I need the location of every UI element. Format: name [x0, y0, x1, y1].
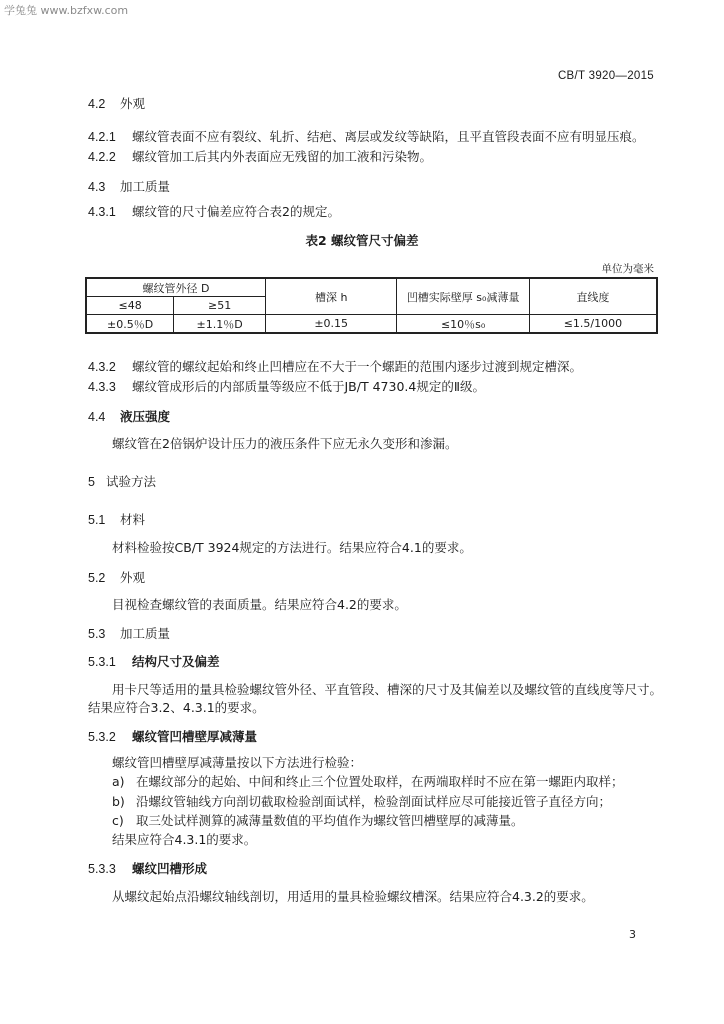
- paragraph-5-2: 目视检查螺纹管的表面质量。结果应符合4.2的要求。: [112, 597, 407, 612]
- section-title: 加工质量: [120, 626, 171, 641]
- section-title: 螺纹凹槽形成: [132, 861, 208, 876]
- section-number: 4.4: [88, 410, 106, 424]
- cell-straightness: ≤1.5/1000: [529, 315, 657, 334]
- clause-text: 螺纹管加工后其内外表面应无残留的加工液和污染物。: [132, 149, 433, 164]
- clause-text: 螺纹管表面不应有裂纹、轧折、结疤、离层或发纹等缺陷，且平直管段表面不应有明显压痕。: [132, 129, 645, 144]
- section-5-3-2-heading: [88, 729, 257, 745]
- paragraph-5-3-2-intro: 螺纹管凹槽壁厚减薄量按以下方法进行检验：: [112, 755, 363, 770]
- table-row: [86, 315, 657, 334]
- list-marker: c): [112, 813, 124, 828]
- section-title: 加工质量: [120, 179, 171, 194]
- section-number: 5.2: [88, 571, 106, 585]
- section-5-1-heading: [88, 512, 145, 528]
- section-4-3-heading: [88, 179, 170, 195]
- clause-number: 4.3.3: [88, 380, 116, 394]
- list-marker: b): [112, 794, 125, 809]
- section-title: 外观: [120, 570, 146, 585]
- list-text: 在螺纹部分的起始、中间和终止三个位置处取样，在两端取样时不应在第一螺距内取样；: [136, 774, 624, 789]
- table-caption: 表2 螺纹管尺寸偏差: [305, 233, 419, 248]
- clause-text: 螺纹管成形后的内部质量等级应不低于JB/T 4730.4规定的Ⅱ级。: [132, 379, 485, 394]
- paragraph-5-3-1-line1: 用卡尺等适用的量具检验螺纹管外径、平直管段、槽深的尺寸及其偏差以及螺纹管的直线度等尺寸。: [112, 682, 663, 697]
- section-5-3-3-heading: [88, 861, 207, 877]
- section-4-2-heading: [88, 96, 145, 112]
- clause-4-2-2: [88, 149, 432, 165]
- section-5-3-1-heading: [88, 654, 220, 670]
- section-title: 材料: [120, 512, 146, 527]
- section-number: 5.3: [88, 627, 106, 641]
- list-marker: a): [112, 774, 125, 789]
- clause-number: 4.2.2: [88, 150, 116, 164]
- chapter-title: 试验方法: [106, 474, 157, 489]
- section-number: 4.3: [88, 180, 106, 194]
- list-item: [112, 794, 611, 810]
- cell-groove-depth: ±0.15: [265, 315, 396, 334]
- section-title: 液压强度: [120, 409, 171, 424]
- watermark: 学兔兔 www.bzfxw.com: [4, 4, 129, 17]
- clause-number: 4.3.2: [88, 360, 116, 374]
- section-number: 5.3.1: [88, 655, 116, 669]
- dimension-deviation-table: [85, 277, 658, 334]
- paragraph-4-4: 螺纹管在2倍锅炉设计压力的液压条件下应无永久变形和渗漏。: [112, 436, 458, 451]
- header-straightness: 直线度: [529, 278, 657, 315]
- chapter-5-heading: [88, 474, 156, 490]
- clause-number: 4.2.1: [88, 130, 116, 144]
- document-code: CB/T 3920—2015: [557, 70, 654, 82]
- cell-ge51: ±1.1％D: [174, 315, 266, 334]
- cell-le48: ±0.5％D: [86, 315, 174, 334]
- section-number: 5.1: [88, 513, 106, 527]
- chapter-number: 5: [88, 475, 95, 489]
- section-5-3-heading: [88, 626, 170, 642]
- list-text: 取三处试样测算的减薄量数值的平均值作为螺纹管凹槽壁厚的减薄量。: [136, 813, 524, 828]
- clause-number: 4.3.1: [88, 205, 116, 219]
- cell-wall-thinning: ≤10％s₀: [397, 315, 529, 334]
- paragraph-5-3-1-line2: 结果应符合3.2、4.3.1的要求。: [88, 700, 265, 715]
- clause-4-3-3: [88, 379, 485, 395]
- page-number: 3: [629, 928, 636, 941]
- paragraph-5-1: 材料检验按CB/T 3924规定的方法进行。结果应符合4.1的要求。: [112, 540, 472, 555]
- header-outer-diameter: 螺纹管外径 D: [86, 278, 265, 297]
- table-header-row: [86, 278, 657, 297]
- paragraph-5-3-3: 从螺纹起始点沿螺纹轴线剖切，用适用的量具检验螺纹槽深。结果应符合4.3.2的要求。: [112, 889, 594, 904]
- list-item: [112, 813, 524, 829]
- header-groove-depth: 槽深 h: [265, 278, 396, 315]
- clause-4-3-1: [88, 204, 340, 220]
- section-number: 5.3.3: [88, 862, 116, 876]
- header-le48: ≤48: [86, 297, 174, 315]
- section-title: 结构尺寸及偏差: [132, 654, 220, 669]
- table-unit: 单位为毫米: [601, 263, 654, 275]
- section-title: 螺纹管凹槽壁厚减薄量: [132, 729, 258, 744]
- clause-4-3-2: [88, 359, 582, 375]
- list-item: [112, 774, 624, 790]
- section-number: 4.2: [88, 97, 106, 111]
- section-number: 5.3.2: [88, 730, 116, 744]
- section-title: 外观: [120, 96, 146, 111]
- header-wall-thinning: 凹槽实际壁厚 s₀减薄量: [397, 278, 529, 315]
- clause-text: 螺纹管的螺纹起始和终止凹槽应在不大于一个螺距的范围内逐步过渡到规定槽深。: [132, 359, 583, 374]
- clause-text: 螺纹管的尺寸偏差应符合表2的规定。: [132, 204, 340, 219]
- section-4-4-heading: [88, 409, 170, 425]
- clause-4-2-1: [88, 129, 645, 145]
- paragraph-5-3-2-result: 结果应符合4.3.1的要求。: [112, 832, 257, 847]
- list-text: 沿螺纹管轴线方向剖切截取检验剖面试样，检验剖面试样应尽可能接近管子直径方向；: [136, 794, 612, 809]
- header-ge51: ≥51: [174, 297, 266, 315]
- section-5-2-heading: [88, 570, 145, 586]
